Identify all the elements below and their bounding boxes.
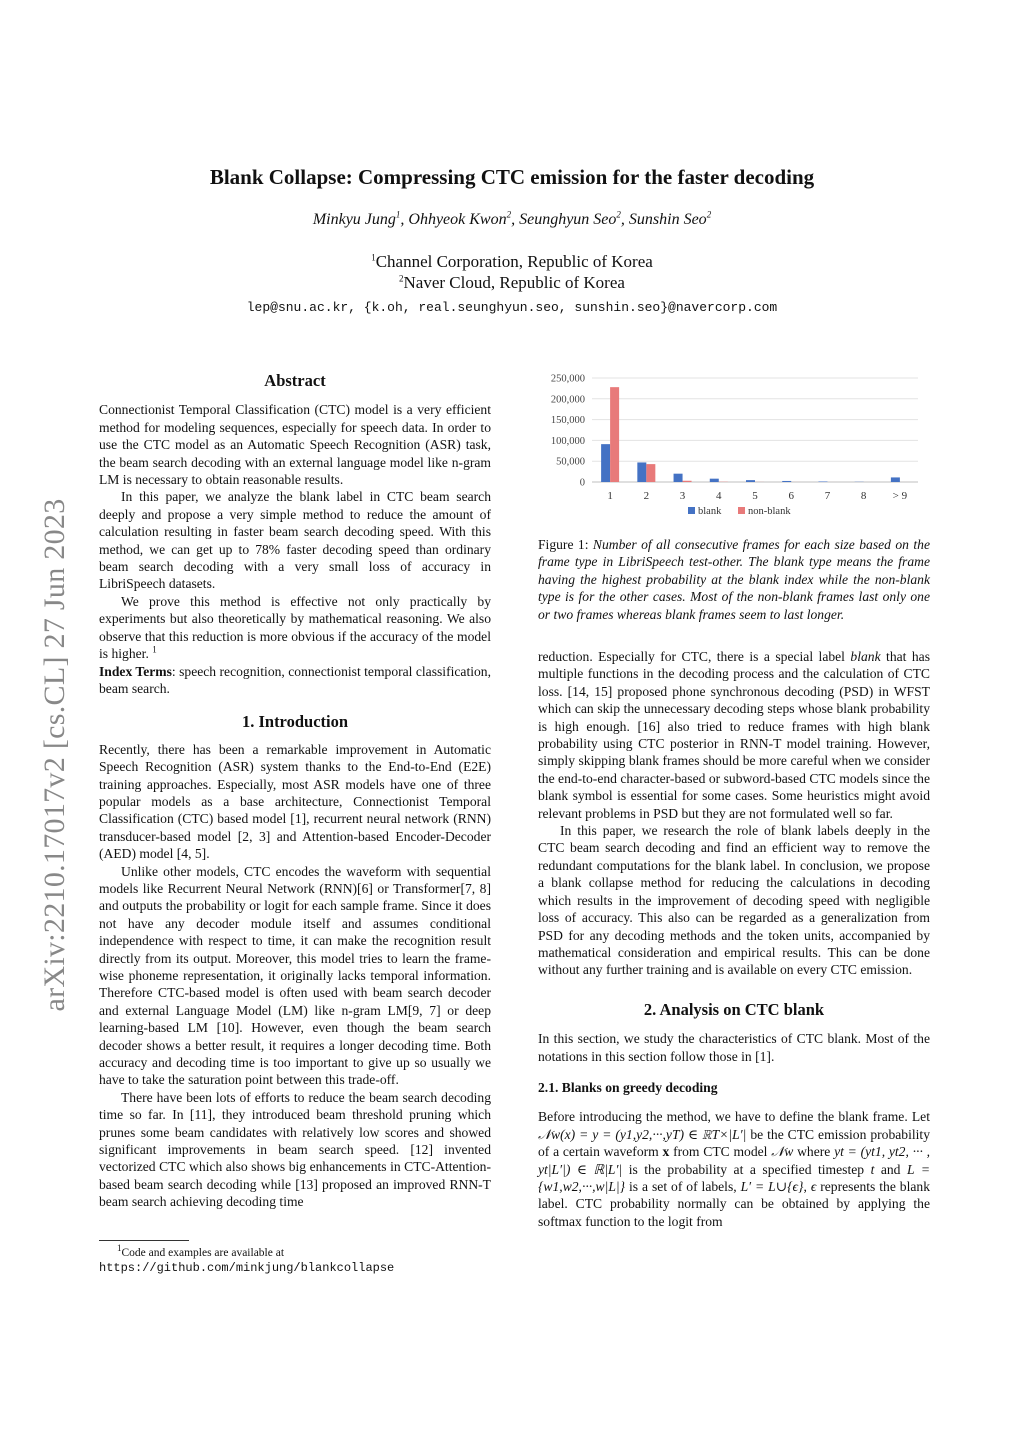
- index-terms-label: Index Terms: [99, 663, 172, 679]
- subsection-heading: 2.1. Blanks on greedy decoding: [538, 1079, 718, 1095]
- footnote-mark: 1: [117, 1243, 122, 1254]
- emphasis-blank: blank: [850, 649, 881, 664]
- abstract-paragraph: [99, 593, 491, 663]
- bar-non-blank-2: [646, 464, 655, 482]
- legend-label: blank: [698, 506, 722, 517]
- body-paragraph: In this section, we study the characteristics of CTC blank. Most of the notations in this section follow those in [1].: [538, 1031, 930, 1064]
- affiliation-1: [0, 252, 1024, 272]
- footnote-url[interactable]: https://github.com/minkjung/blankcollapse: [99, 1261, 395, 1275]
- chart-legend: [688, 506, 791, 517]
- author-mark: 2: [506, 209, 512, 220]
- x-tick-label: 2: [643, 490, 650, 502]
- y-tick-label: 250,000: [550, 373, 585, 385]
- math-expression: L′ = L∪{ϵ}: [740, 1178, 804, 1194]
- author-name: Ohhyeok Kwon: [408, 211, 507, 228]
- abstract-text: We prove this method is effective not only practically by experiments but also theoretically by mathematical reasoning. We also observe that this reduction is more obvious if the accuracy of the model is higher.: [99, 593, 491, 662]
- body-paragraph: Recently, there has been a remarkable improvement in Automatic Speech Recognition (ASR) system thanks to the End-to-End (E2E) training approaches. Especially, most ASR models have one of three popular models as a base architecture, Connectionist Temporal Classification (CTC) based model [1], recurrent neural network (RNN) transducer-based model [2, 3] and Attention-based Encoder-Decoder (AED) model [4, 5].: [99, 741, 491, 862]
- body-paragraph: Unlike other models, CTC encodes the waveform with sequential models like Recurrent Neural Network (RNN)[6] or Transformer[7, 8] and outputs the probability or logit for each sample frame. Since it does not have any decoder module itself and assumes conditional independence with respect to time, it can make the recognition result directly from its output. Moreover, this model tries to learn the frame-wise phoneme representation, it originally lacks temporal information. Therefore CTC-based model is often used with beam search decoder and external Language Model (LM) like n-gram LM[9, 7] or deep learning-based LM [10]. However, even though the beam search decoder shows a better result, it requires a longer decoding time. Both accuracy and decoding time is too important to give up so usually we have to take the saturation point between this trade-off.: [99, 863, 491, 1088]
- abstract-paragraph: In this paper, we analyze the blank label in CTC beam search deeply and propose a very simple method to reduce the amount of calculation resulting in faster beam search decoding speed. With this method, we can get up to 78% faster decoding speed than ordinary beam search decoding with a very small loss of accuracy in LibriSpeech datasets.: [99, 489, 491, 592]
- affiliation-text: Naver Cloud, Republic of Korea: [403, 273, 625, 292]
- y-tick-label: 0: [579, 477, 585, 489]
- body-paragraph: Before introducing the method, we have to define the blank frame. Let 𝒩w(x) = y = (y1,y2,···,yT) ∈ ℝT×|L′| be the CTC emission probability of a certain waveform x from CTC model 𝒩w where yt = (yt1, yt2, ··· , yt|L′|) ∈ ℝ|L′| is the probability at a specified timestep t and L = {w1,w2,···,w|L|} is a set of of labels, L′ = L∪{ϵ}, ϵ represents the blank label. CTC probability normally can be obtained by applying the softmax function to the logit from: [538, 1109, 931, 1229]
- author-mark: 1: [395, 209, 401, 220]
- x-tick-label: 3: [679, 490, 686, 502]
- author-name: Seunghyun Seo: [519, 211, 617, 228]
- footnote: [99, 1243, 491, 1276]
- right-column: [538, 648, 930, 1230]
- author-mark: 2: [706, 209, 712, 220]
- legend-swatch: [688, 507, 695, 514]
- x-tick-label: 5: [752, 490, 758, 502]
- x-tick-label: > 9: [892, 490, 908, 502]
- math-expression: 𝒩w: [771, 1144, 794, 1160]
- figure-caption: [538, 536, 930, 623]
- bar-blank-4: [710, 479, 719, 482]
- paper-title: Blank Collapse: Compressing CTC emission for the faster decoding: [209, 165, 815, 189]
- body-paragraph: There have been lots of efforts to reduce the beam search decoding time so far. In [11], they introduced beam threshold pruning which prunes some beam candidates with relatively low scores and showed significant improvements in beam search speed. [12] invented vectorized CTC which also shows big enhancements in CTC-Attention-based beam search decoding while [13] proposed an improved RNN-T beam search achieving decoding time: [99, 1089, 491, 1210]
- x-tick-label: 1: [607, 490, 613, 502]
- left-column: [99, 372, 491, 1211]
- y-tick-label: 50,000: [556, 456, 585, 468]
- chart-y-ticks: [551, 374, 585, 489]
- bar-blank-1: [601, 444, 610, 482]
- footnote-mark: 1: [152, 644, 157, 655]
- affiliation-mark: 1: [371, 252, 376, 263]
- bar-non-blank-3: [683, 481, 692, 482]
- x-tick-label: 6: [788, 490, 794, 502]
- author-name: Sunshin Seo: [628, 211, 707, 228]
- caption-label: Figure 1:: [538, 537, 589, 552]
- section-heading: 2. Analysis on CTC blank: [643, 999, 825, 1019]
- x-tick-label: 7: [824, 490, 831, 502]
- arxiv-sidebar: [20, 460, 90, 1050]
- chart-bars: [601, 387, 909, 482]
- bar-blank-2: [637, 462, 646, 482]
- section-heading: 1. Introduction: [241, 712, 349, 732]
- math-expression: ϵ: [810, 1178, 817, 1194]
- footnote-text: Code and examples are available at: [121, 1247, 285, 1259]
- arxiv-identifier: arXiv:2210.17017v2 [cs.CL] 27 Jun 2023: [38, 498, 71, 1012]
- bar-non-blank-1: [610, 387, 619, 482]
- x-tick-label: 8: [860, 490, 867, 502]
- footnote-rule: [99, 1240, 189, 1241]
- body-paragraph: reduction. Especially for CTC, there is a special label blank that has multiple functions in the decoding process and the calculation of CTC loss. [14, 15] proposed phone synchronous decoding (PSD) in WFST which can skip the unnecessary decoding steps whose blank probability is high enough. [16] also tried to reduce frames with high blank probability using CTC posterior in RNN-T model training. However, simply skipping blank frames should be more careful when we consider the end-to-end character-based or subword-based CTC models since the blank symbol is essential for some cases. Some heuristics might avoid relevant problems in PSD but they are not formulated well so far.: [538, 649, 930, 821]
- y-tick-label: 150,000: [550, 415, 585, 427]
- chart-x-ticks: [607, 490, 907, 502]
- bar-blank-> 9: [891, 477, 900, 482]
- abstract-heading: Abstract: [264, 371, 326, 390]
- author-name: Minkyu Jung: [312, 211, 396, 228]
- abstract-paragraph: Connectionist Temporal Classification (CTC) model is a very efficient method for modeling sequences, especially for speech data. In order to use the CTC model as an Automatic Speech Recognition (ASR) task, the beam search decoding with an external language model like n-gram LM is necessary to obtain reasonable results.: [99, 402, 491, 488]
- author-mark: 2: [616, 209, 621, 220]
- bar-blank-6: [782, 481, 791, 482]
- author-emails: lep@snu.ac.kr, {k.oh, real.seunghyun.seo, sunshin.seo}@navercorp.com: [246, 300, 778, 315]
- body-paragraph: In this paper, we research the role of blank labels deeply in the CTC beam search decoding and find an efficient way to remove the redundant computations for the blank label. In conclusion, we propose a blank collapse method for reducing the calculations in decoding which results in the improvement of decoding speed with negligible loss of accuracy. This also can be regarded as a generalization from PSD for any decoding methods and the token units, accompanied by mathematical consideration and empirical results. This can be done without any further training and is available on every CTC emission.: [538, 823, 930, 978]
- bar-blank-5: [746, 480, 755, 482]
- index-terms-text: : speech recognition, connectionist temporal classification, beam search.: [99, 663, 491, 696]
- math-expression: yt = (yt1, yt2, ··· , yt|L′|) ∈ ℝ|L′|: [538, 1144, 931, 1177]
- bar-blank-3: [674, 474, 683, 482]
- math-expression: t: [870, 1161, 875, 1177]
- math-expression: x: [662, 1144, 670, 1160]
- y-tick-label: 100,000: [550, 435, 585, 447]
- math-expression: L = {w1,w2,···,w|L|}: [538, 1161, 930, 1194]
- math-expression: 𝒩w(x) = y = (y1,y2,···,yT) ∈ ℝT×|L′|: [538, 1126, 747, 1142]
- x-tick-label: 4: [716, 490, 722, 502]
- index-terms: [99, 663, 491, 698]
- author-list: Minkyu Jung$^1$, Ohhyeok Kwon$^2$, Seunghyun Seo$^2$, Sunshin Seo$^2$: [312, 209, 712, 228]
- legend-label: non-blank: [748, 506, 791, 517]
- affiliation-mark: 2: [399, 273, 404, 284]
- caption-text: Number of all consecutive frames for each size based on the frame type in LibriSpeech test-other. The blank type means the frame having the highest probability at the blank index while the non-blank type is for the other cases. Most of the non-blank frames last only one or two frames whereas blank frames seem to last longer.: [538, 537, 930, 622]
- affiliation-text: Channel Corporation, Republic of Korea: [375, 252, 653, 271]
- y-tick-label: 200,000: [550, 394, 585, 406]
- bar-chart: [540, 366, 930, 521]
- affiliation-2: [0, 273, 1024, 293]
- legend-swatch: [738, 507, 745, 514]
